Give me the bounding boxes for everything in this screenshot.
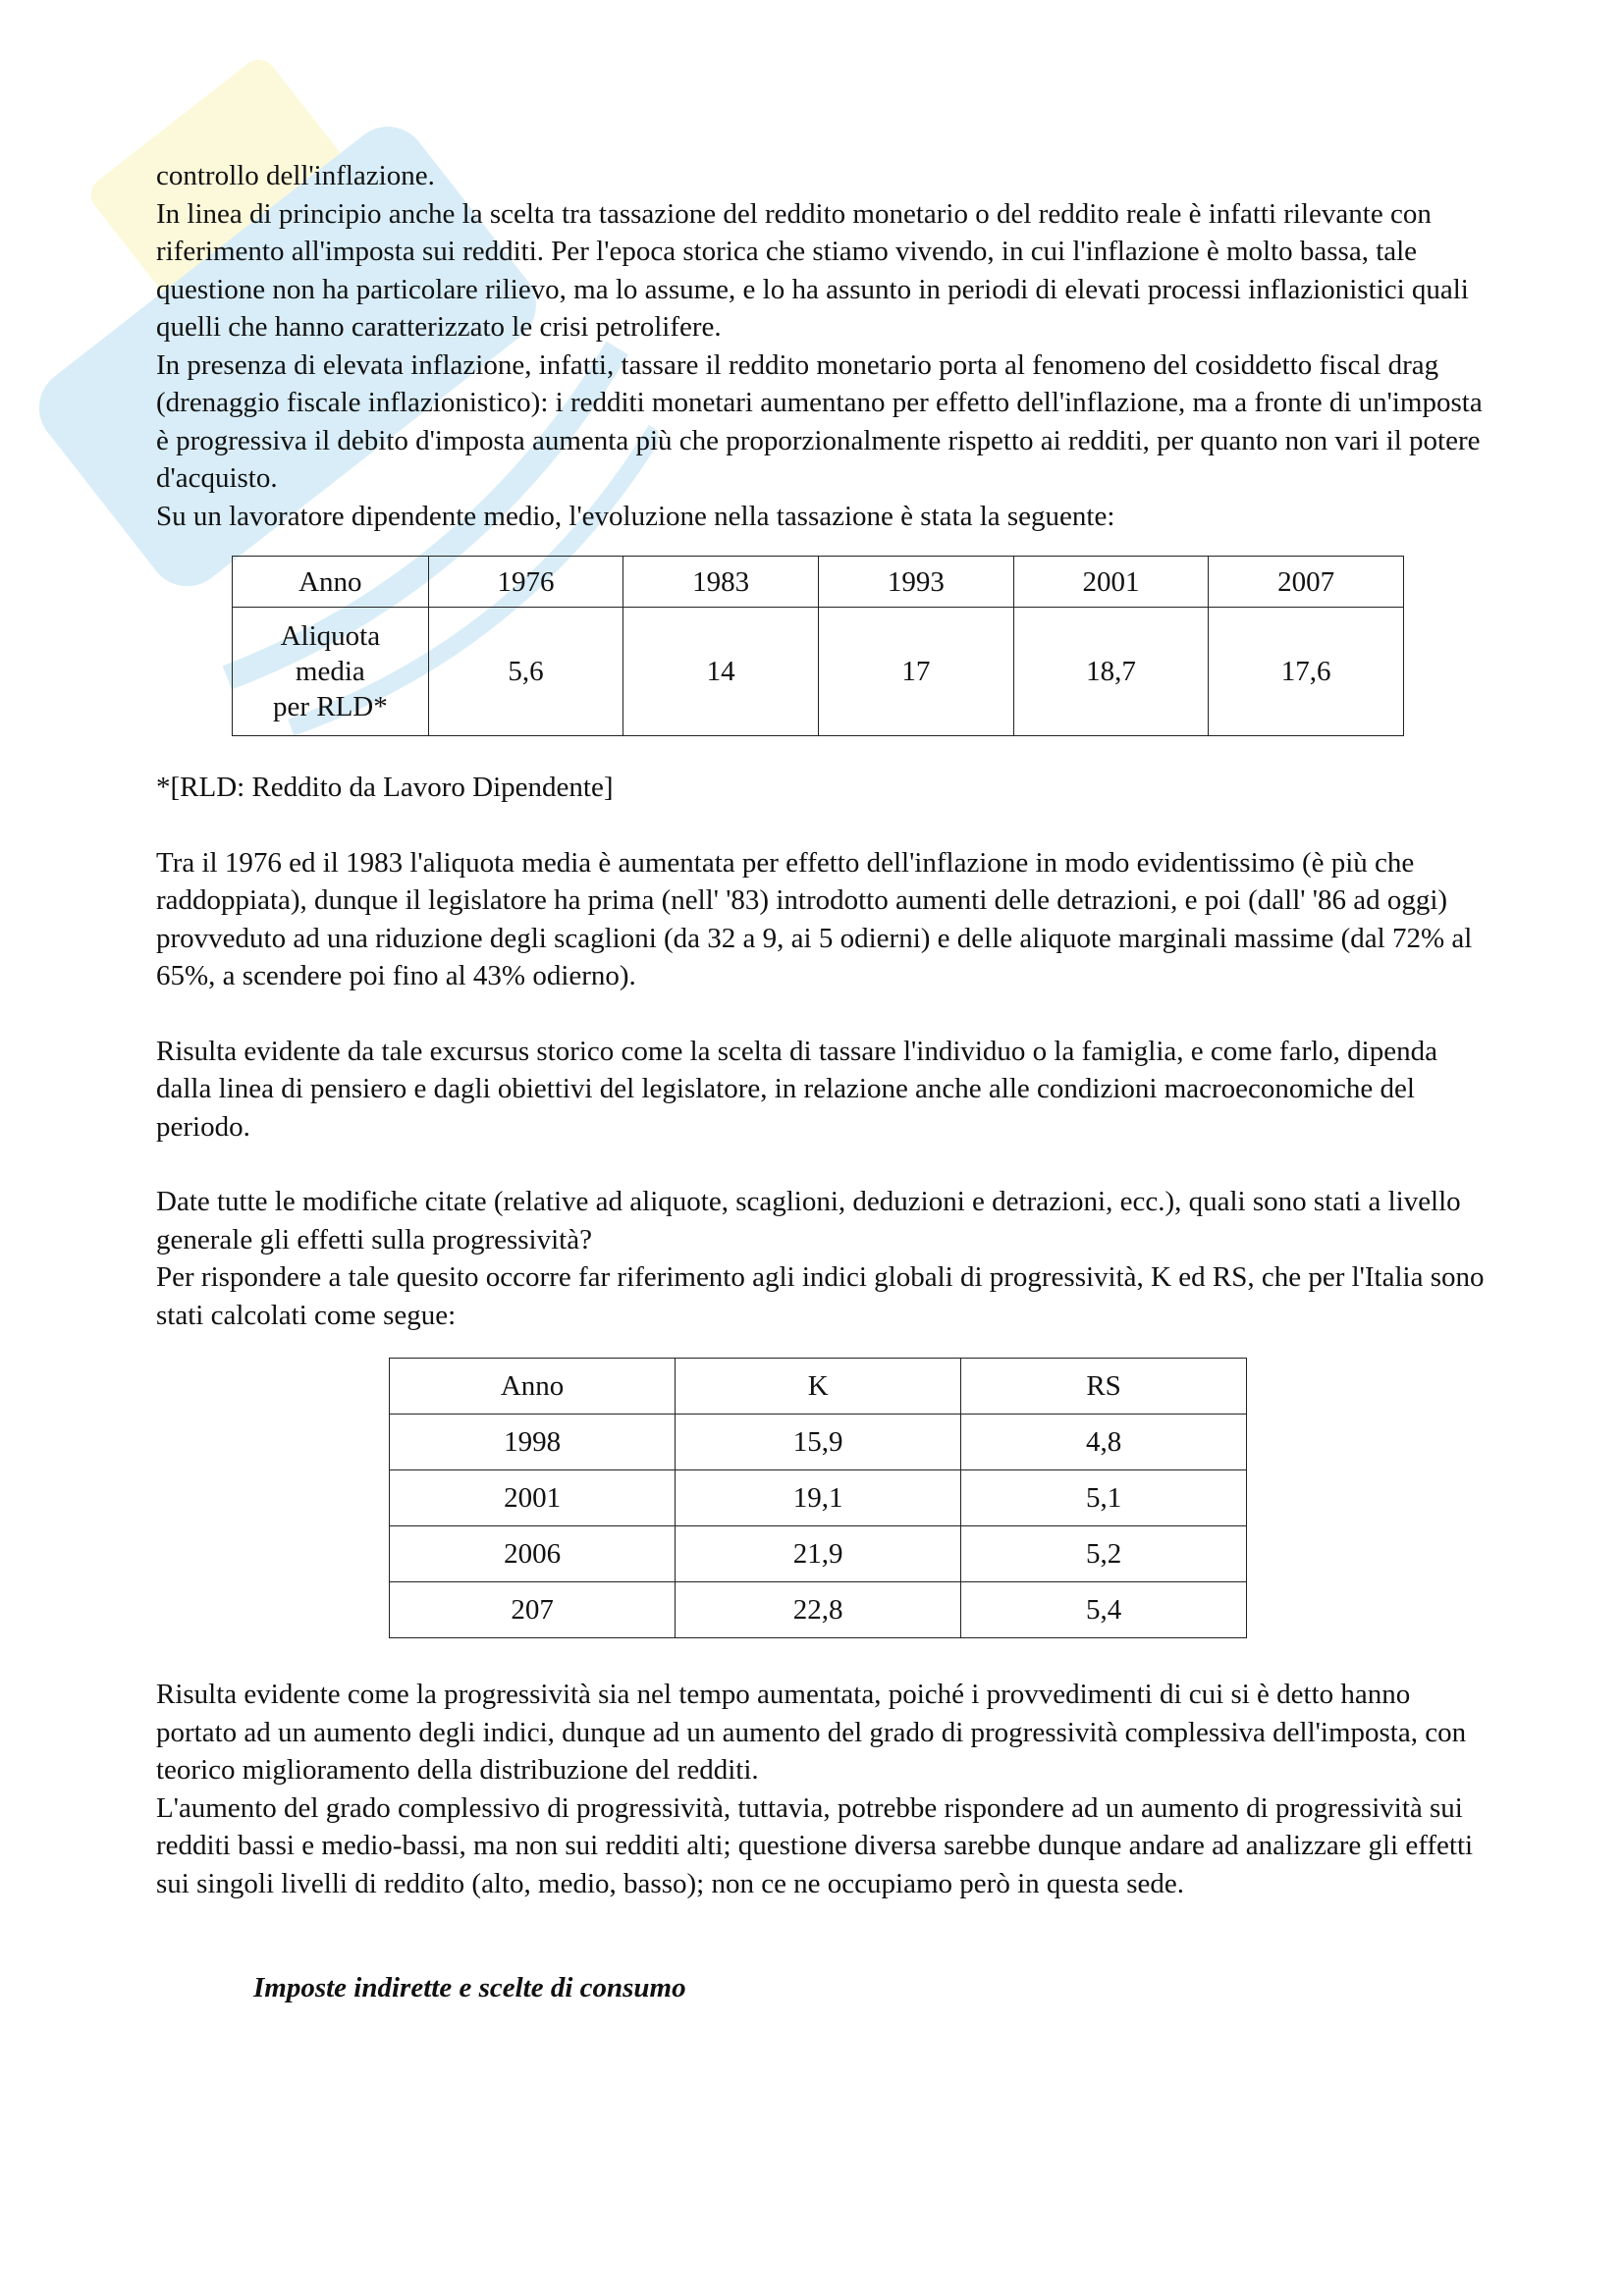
table-row bbox=[390, 1526, 1247, 1582]
table-row bbox=[233, 608, 1404, 736]
table-cell: 5,6 bbox=[428, 608, 623, 736]
table-row-label bbox=[233, 608, 429, 736]
table-row bbox=[390, 1415, 1247, 1470]
paragraph: Per rispondere a tale quesito occorre far riferimento agli indici globali di progressività, K ed RS, che per l'Italia sono stati calcolati come segue: bbox=[156, 1261, 1485, 1331]
table-header-cell: RS bbox=[961, 1359, 1247, 1415]
table-cell: 1998 bbox=[390, 1415, 676, 1470]
table-cell: 17 bbox=[819, 608, 1014, 736]
table-cell: 18,7 bbox=[1013, 608, 1209, 736]
paragraph: Risulta evidente da tale excursus storico come la scelta di tassare l'individuo o la famiglia, e come farlo, dipenda dalla linea di pensiero e dagli obiettivi del legislatore, in relazione anche alle condizioni macroeconomiche del periodo. bbox=[156, 1035, 1437, 1143]
table-header-cell: K bbox=[676, 1359, 961, 1415]
paragraph: In linea di principio anche la scelta tra tassazione del reddito monetario o del reddito reale è infatti rilevante con riferimento all'imposta sui redditi. Per l'epoca storica che stiamo vivendo, in cui l'inflazione è molto bassa, tale questione non ha particolare rilievo, ma lo assume, e lo ha assunto in periodi di elevati processi inflazionistici quali quelli che hanno caratterizzato le crisi petrolifere. bbox=[156, 197, 1469, 343]
table-cell: 21,9 bbox=[676, 1526, 961, 1582]
table-cell: 22,8 bbox=[676, 1582, 961, 1638]
footnote: *[RLD: Reddito da Lavoro Dipendente] bbox=[156, 772, 614, 803]
row-label-line: per RLD* bbox=[272, 691, 388, 722]
table-header-cell: 2001 bbox=[1013, 557, 1209, 608]
table-cell: 5,2 bbox=[961, 1526, 1247, 1582]
paragraph: Risulta evidente come la progressività sia nel tempo aumentata, poiché i provvedimenti di cui si è detto hanno portato ad un aumento degli indici, dunque ad un aumento del grado di progressività complessiva dell'imposta, con teorico miglioramento della distribuzione del redditi. bbox=[156, 1679, 1467, 1786]
table-cell: 2006 bbox=[390, 1526, 676, 1582]
table-header-row bbox=[390, 1359, 1247, 1415]
row-label-line: Aliquota bbox=[280, 620, 381, 652]
paragraph: Su un lavoratore dipendente medio, l'evoluzione nella tassazione è stata la seguente: bbox=[156, 500, 1115, 532]
table-header-cell: Anno bbox=[233, 557, 429, 608]
paragraph: Tra il 1976 ed il 1983 l'aliquota media è aumentata per effetto dell'inflazione in modo evidentissimo (è più che raddoppiata), dunque il legislatore ha prima (nell' '83) introdotto aumenti delle detrazioni, e poi (dall' '86 ad oggi) provveduto ad una riduzione degli scaglioni (da 32 a 9, ai 5 odierni) e delle aliquote marginali massime (dal 72% al 65%, a scendere poi fino al 43% odierno). bbox=[156, 846, 1473, 991]
table-cell: 5,1 bbox=[961, 1470, 1247, 1526]
table-header-cell: 2007 bbox=[1209, 557, 1404, 608]
table-cell: 19,1 bbox=[676, 1470, 961, 1526]
paragraph: Date tutte le modifiche citate (relative ad aliquote, scaglioni, deduzioni e detrazioni, ecc.), quali sono stati a livello generale gli effetti sulla progressività? bbox=[156, 1186, 1461, 1255]
row-label-line: media bbox=[295, 656, 365, 687]
table-row bbox=[390, 1470, 1247, 1526]
document-body bbox=[156, 157, 1491, 2007]
table-cell: 5,4 bbox=[961, 1582, 1247, 1638]
progressivity-index-table bbox=[389, 1358, 1247, 1638]
table-header-cell: 1976 bbox=[428, 557, 623, 608]
table-cell: 4,8 bbox=[961, 1415, 1247, 1470]
paragraph: L'aumento del grado complessivo di progressività, tuttavia, potrebbe rispondere ad un aumento di progressività sui redditi bassi e medio-bassi, ma non sui redditi alti; questione diversa sarebbe dunque andare ad analizzare gli effetti sui singoli livelli di reddito (alto, medio, basso); non ce ne occupiamo però in questa sede. bbox=[156, 1791, 1474, 1899]
paragraph: In presenza di elevata inflazione, infatti, tassare il reddito monetario porta al fenomeno del cosiddetto fiscal drag (drenaggio fiscale inflazionistico): i redditi monetari aumentano per effetto dell'inflazione, ma a fronte di un'imposta è progressiva il debito d'imposta aumenta più che proporzionalmente rispetto ai redditi, per quanto non vari il potere d'acquisto. bbox=[156, 348, 1483, 494]
table-header-row bbox=[233, 557, 1404, 608]
table-row bbox=[390, 1582, 1247, 1638]
section-heading: Imposte indirette e scelte di consumo bbox=[253, 1972, 686, 2003]
paragraph: controllo dell'inflazione. bbox=[156, 160, 435, 191]
table-header-cell: 1993 bbox=[819, 557, 1014, 608]
table-header-cell: Anno bbox=[390, 1359, 676, 1415]
table-cell: 14 bbox=[623, 608, 819, 736]
table-cell: 17,6 bbox=[1209, 608, 1404, 736]
table-cell: 2001 bbox=[390, 1470, 676, 1526]
table-header-cell: 1983 bbox=[623, 557, 819, 608]
table-cell: 15,9 bbox=[676, 1415, 961, 1470]
table-cell: 207 bbox=[390, 1582, 676, 1638]
tax-rate-table bbox=[232, 556, 1404, 736]
